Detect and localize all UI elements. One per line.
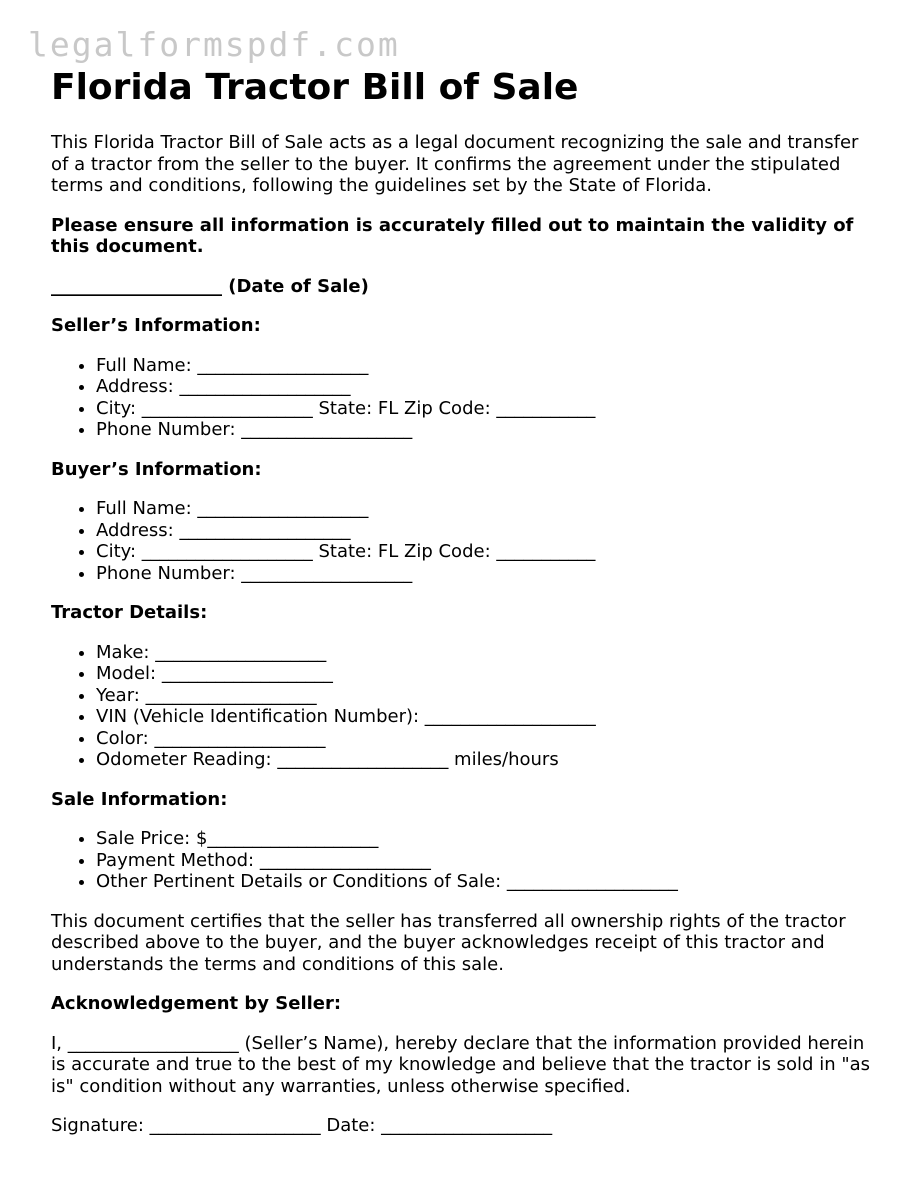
signature-date-line: Signature: ___________________ Date: ___________________	[51, 1115, 553, 1136]
buyer-heading: Buyer’s Information:	[51, 458, 262, 480]
tractor-details-list	[51, 642, 871, 771]
tractor-color-field: • Color: ___________________	[96, 728, 871, 750]
payment-method-field: • Payment Method: ___________________	[96, 850, 871, 872]
sale-info-list	[51, 828, 871, 893]
tractor-odometer-field: • Odometer Reading: ___________________ miles/hours	[96, 749, 871, 771]
acknowledgement-paragraph: I, ___________________ (Seller’s Name), hereby declare that the information provided herein is accurate and true to the best of my knowledge and believe that the tractor is sold in "as is" condition without any warranties, unless otherwise specified.	[51, 1032, 871, 1097]
seller-city-state-zip-field: • City: ___________________ State: FL Zip Code: ___________	[96, 398, 871, 420]
date-of-sale-line: ___________________ (Date of Sale)	[51, 275, 369, 297]
buyer-full-name-field: • Full Name: ___________________	[96, 498, 871, 520]
seller-phone-field: • Phone Number: ___________________	[96, 419, 871, 441]
document-title: Florida Tractor Bill of Sale	[51, 67, 579, 108]
sale-heading: Sale Information:	[51, 788, 228, 810]
tractor-make-field: • Make: ___________________	[96, 642, 871, 664]
seller-heading: Seller’s Information:	[51, 315, 261, 336]
buyer-phone-field: • Phone Number: ___________________	[96, 563, 871, 585]
buyer-city-state-zip-field: • City: ___________________ State: FL Zip Code: ___________	[96, 541, 871, 563]
acknowledgement-heading: Acknowledgement by Seller:	[51, 993, 342, 1014]
buyer-address-field: • Address: ___________________	[96, 520, 871, 542]
document-body	[51, 66, 871, 1155]
intro-paragraph: This Florida Tractor Bill of Sale acts as a legal document recognizing the sale and transfer of a tractor from the seller to the buyer. It confirms the agreement under the stipulated terms and conditions, following the guidelines set by the State of Florida.	[51, 132, 859, 196]
seller-address-field: • Address: ___________________	[96, 376, 871, 398]
watermark-logo: legalformspdf.com	[28, 25, 400, 64]
tractor-year-field: • Year: ___________________	[96, 685, 871, 707]
certification-paragraph: This document certifies that the seller has transferred all ownership rights of the tractor described above to the buyer, and the buyer acknowledges receipt of this tractor and understands the terms and conditions of this sale.	[51, 910, 846, 975]
seller-info-list	[51, 355, 871, 441]
other-details-field: • Other Pertinent Details or Conditions of Sale: ___________________	[96, 871, 871, 893]
sale-price-field: • Sale Price: $___________________	[96, 828, 871, 850]
seller-full-name-field: • Full Name: ___________________	[96, 355, 871, 377]
notice-paragraph: Please ensure all information is accurately filled out to maintain the validity of this document.	[51, 214, 854, 257]
tractor-vin-field: • VIN (Vehicle Identification Number): ___________________	[96, 706, 871, 728]
tractor-heading: Tractor Details:	[51, 602, 208, 623]
buyer-info-list	[51, 498, 871, 584]
tractor-model-field: • Model: ___________________	[96, 663, 871, 685]
